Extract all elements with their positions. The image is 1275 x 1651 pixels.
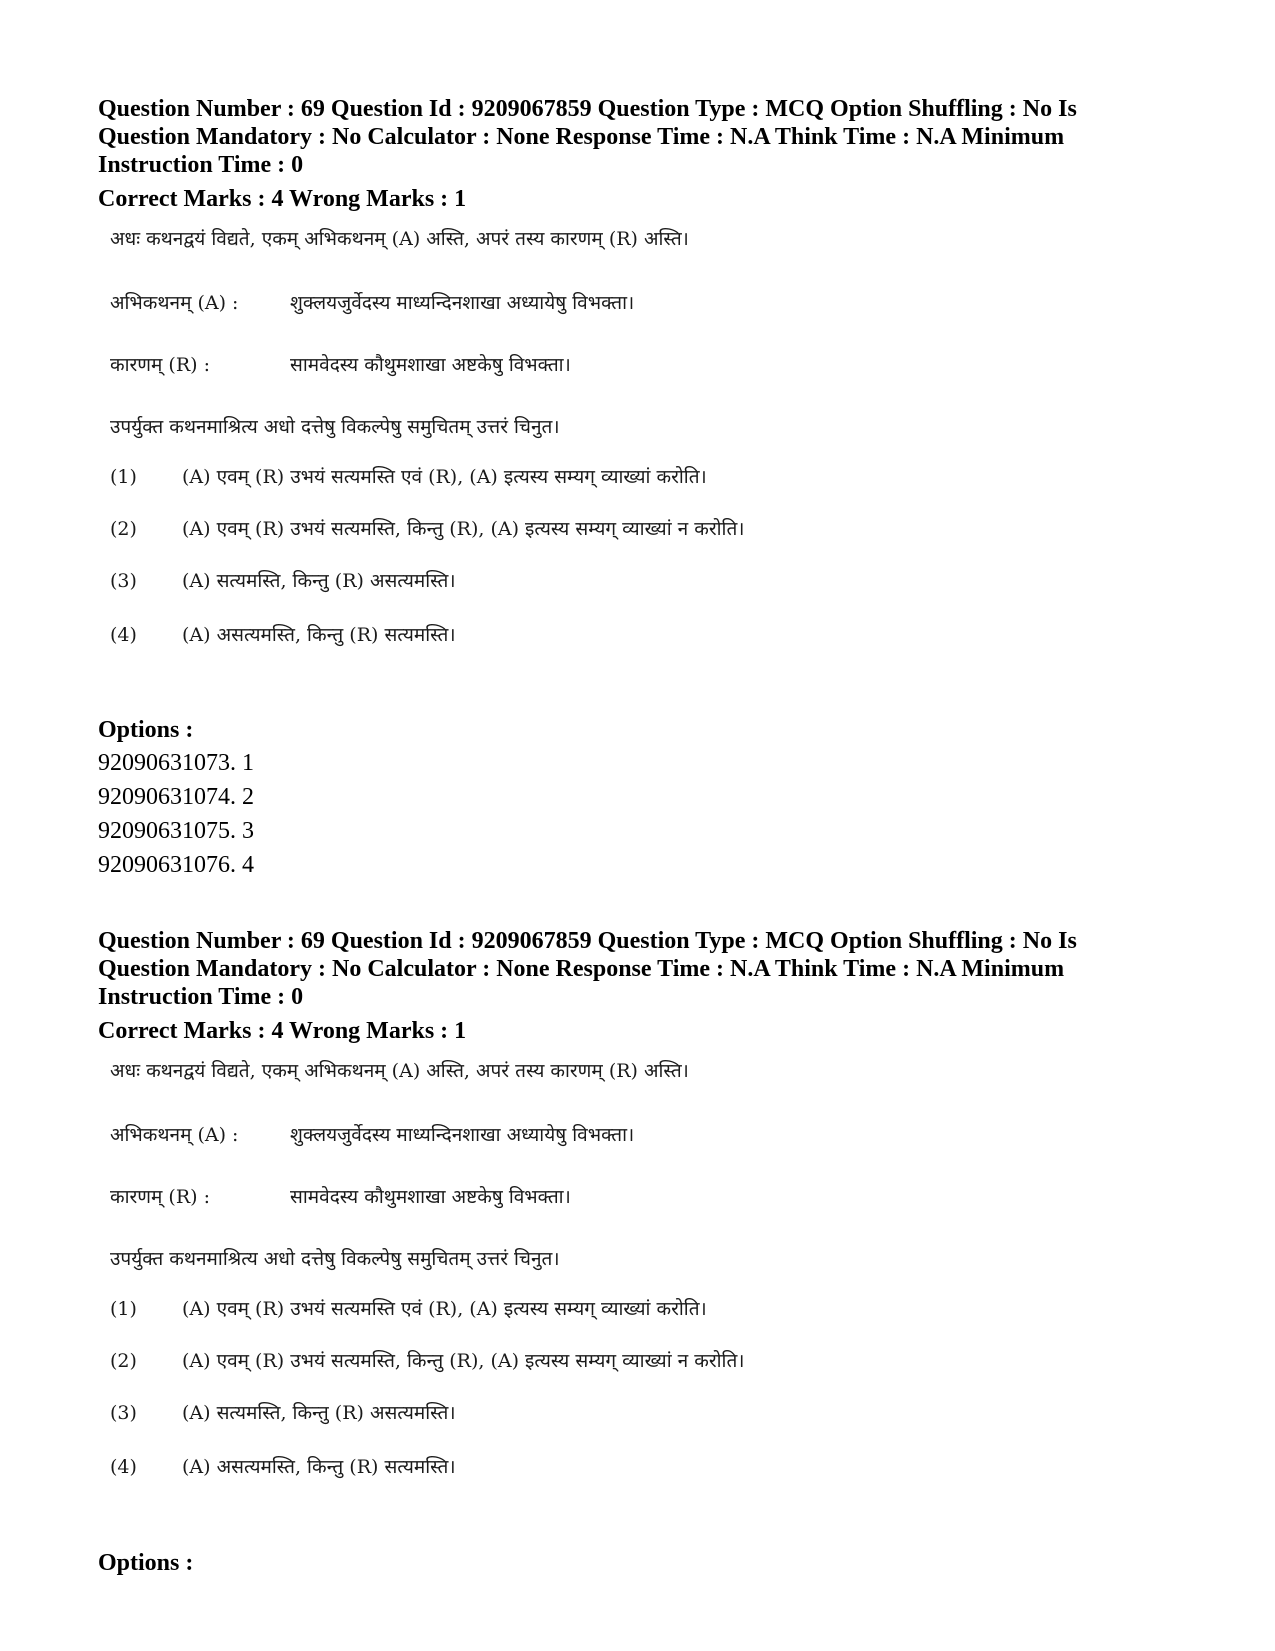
question-meta-line: Question Mandatory : No Calculator : None Response Time : N.A Think Time : N.A Minimum — [98, 956, 1065, 982]
options-heading: Options : — [98, 717, 194, 743]
choice-text: (A) सत्यमस्ति, किन्तु (R) असत्यमस्ति। — [182, 1402, 456, 1424]
assertion-label: अभिकथनम् (A) : — [110, 1124, 239, 1146]
choice-number: (4) — [110, 624, 137, 646]
options-section-2 — [98, 1549, 1188, 1577]
choice-number: (1) — [110, 466, 137, 488]
question-meta-line: Instruction Time : 0 — [98, 152, 304, 178]
choice-number: (4) — [110, 1456, 137, 1478]
choice-row — [110, 1399, 1110, 1427]
question-intro — [110, 1057, 689, 1085]
reason-row — [110, 351, 1110, 379]
question-meta-line: Question Mandatory : No Calculator : None Response Time : N.A Think Time : N.A Minimum — [98, 124, 1065, 150]
assertion-label: अभिकथनम् (A) : — [110, 292, 239, 314]
question-intro — [110, 225, 689, 253]
choice-row — [110, 463, 1110, 491]
question-instruction — [110, 413, 560, 441]
assertion-row — [110, 289, 1110, 317]
reason-text: सामवेदस्य कौथुमशाखा अष्टकेषु विभक्ता। — [290, 1186, 571, 1208]
marks-line: Correct Marks : 4 Wrong Marks : 1 — [98, 186, 467, 212]
choice-text: (A) एवम् (R) उभयं सत्यमस्ति एवं (R), (A) इत्यस्य सम्यग् व्याख्यां करोति। — [182, 1298, 707, 1320]
reason-row — [110, 1183, 1110, 1211]
question-block-1 — [98, 95, 1188, 213]
question-block-2 — [98, 927, 1188, 1045]
question-instruction — [110, 1245, 560, 1273]
assertion-row — [110, 1121, 1110, 1149]
question-meta-line: Instruction Time : 0 — [98, 984, 304, 1010]
question-intro-text: अधः कथनद्वयं विद्यते, एकम् अभिकथनम् (A) अस्ति, अपरं तस्य कारणम् (R) अस्ति। — [110, 1060, 689, 1082]
question-meta-line: Question Number : 69 Question Id : 9209067859 Question Type : MCQ Option Shuffling : No Is — [98, 928, 1077, 954]
choice-text: (A) एवम् (R) उभयं सत्यमस्ति एवं (R), (A) इत्यस्य सम्यग् व्याख्यां करोति। — [182, 466, 707, 488]
choice-text: (A) एवम् (R) उभयं सत्यमस्ति, किन्तु (R), (A) इत्यस्य सम्यग् व्याख्यां न करोति। — [182, 518, 745, 540]
choice-row — [110, 1453, 1110, 1481]
question-intro-text: अधः कथनद्वयं विद्यते, एकम् अभिकथनम् (A) अस्ति, अपरं तस्य कारणम् (R) अस्ति। — [110, 228, 689, 250]
choice-text: (A) असत्यमस्ति, किन्तु (R) सत्यमस्ति। — [182, 624, 456, 646]
reason-label: कारणम् (R) : — [110, 1186, 210, 1208]
question-instruction-text: उपर्युक्त कथनमाश्रित्य अधो दत्तेषु विकल्पेषु समुचितम् उत्तरं चिनुत। — [110, 416, 560, 438]
option-item: 92090631074. 2 — [98, 784, 254, 810]
marks-line: Correct Marks : 4 Wrong Marks : 1 — [98, 1018, 467, 1044]
assertion-text: शुक्लयजुर्वेदस्य माध्यन्दिनशाखा अध्यायेषु विभक्ता। — [290, 1124, 635, 1146]
options-list — [98, 746, 1188, 882]
option-item: 92090631075. 3 — [98, 818, 254, 844]
choice-row — [110, 515, 1110, 543]
choice-number: (1) — [110, 1298, 137, 1320]
option-item: 92090631073. 1 — [98, 750, 254, 776]
options-section-1 — [98, 716, 1188, 882]
question-meta-line: Question Number : 69 Question Id : 9209067859 Question Type : MCQ Option Shuffling : No Is — [98, 96, 1077, 122]
options-heading: Options : — [98, 1550, 194, 1576]
option-item: 92090631076. 4 — [98, 852, 254, 878]
choice-row — [110, 1347, 1110, 1375]
choice-number: (3) — [110, 570, 137, 592]
assertion-text: शुक्लयजुर्वेदस्य माध्यन्दिनशाखा अध्यायेषु विभक्ता। — [290, 292, 635, 314]
choice-number: (2) — [110, 518, 137, 540]
choice-number: (2) — [110, 1350, 137, 1372]
choice-text: (A) असत्यमस्ति, किन्तु (R) सत्यमस्ति। — [182, 1456, 456, 1478]
choice-row — [110, 1295, 1110, 1323]
question-instruction-text: उपर्युक्त कथनमाश्रित्य अधो दत्तेषु विकल्पेषु समुचितम् उत्तरं चिनुत। — [110, 1248, 560, 1270]
reason-text: सामवेदस्य कौथुमशाखा अष्टकेषु विभक्ता। — [290, 354, 571, 376]
choice-number: (3) — [110, 1402, 137, 1424]
choice-row — [110, 567, 1110, 595]
choice-text: (A) एवम् (R) उभयं सत्यमस्ति, किन्तु (R), (A) इत्यस्य सम्यग् व्याख्यां न करोति। — [182, 1350, 745, 1372]
reason-label: कारणम् (R) : — [110, 354, 210, 376]
choice-text: (A) सत्यमस्ति, किन्तु (R) असत्यमस्ति। — [182, 570, 456, 592]
choice-row — [110, 621, 1110, 649]
